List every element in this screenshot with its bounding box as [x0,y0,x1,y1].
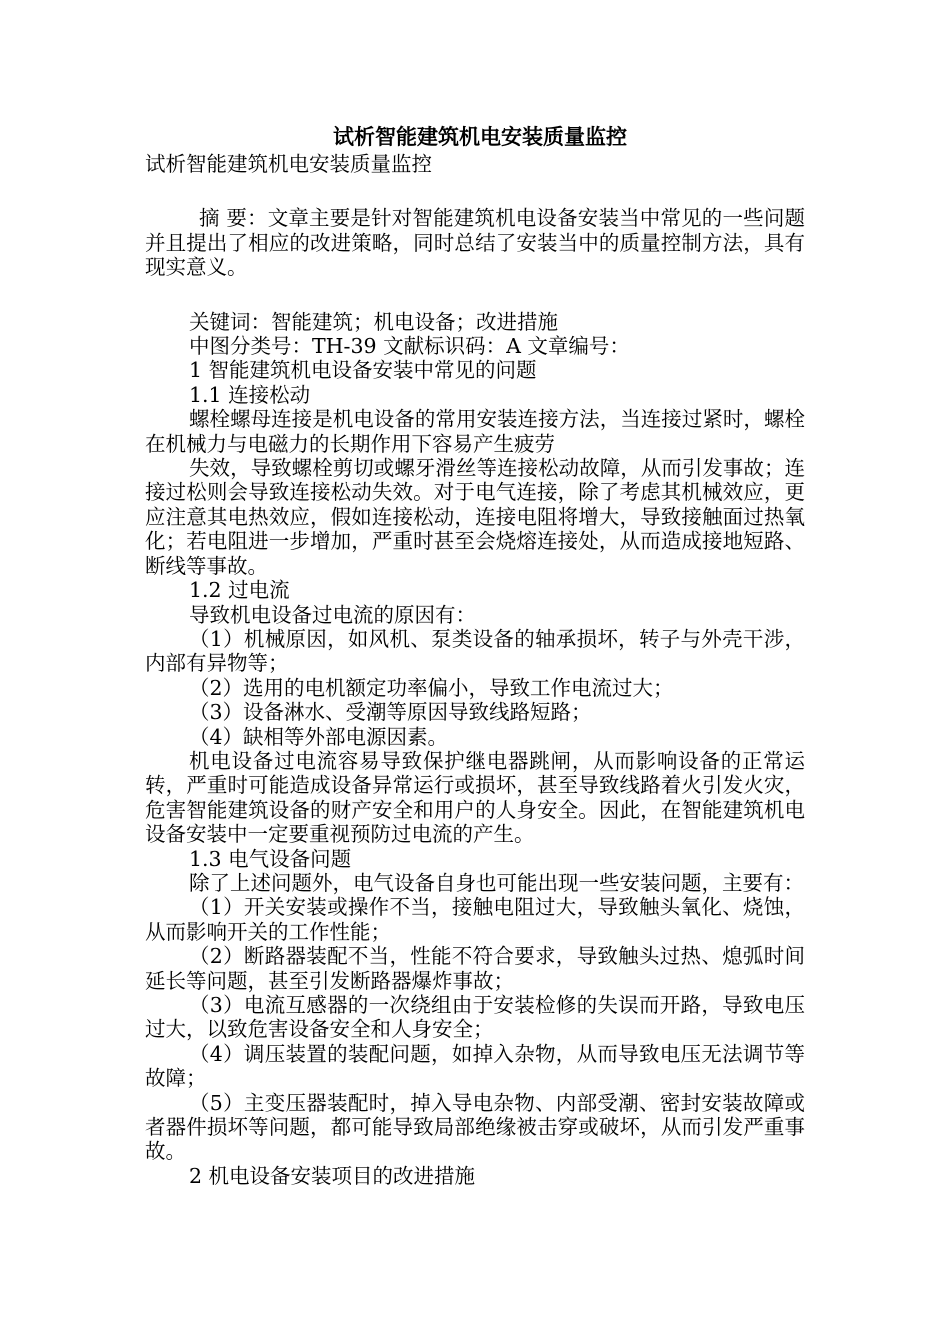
document-page [145,122,805,1188]
keywords-line: 关键词：智能建筑；机电设备；改进措施 [189,309,558,334]
document-title: 试析智能建筑机电安装质量监控 [333,125,627,149]
list-item: （3）设备淋水、受潮等原因导致线路短路； [189,700,592,725]
subsection-heading: 1.2 过电流 [189,578,290,603]
body-paragraph: 失效，导致螺栓剪切或螺牙滑丝等连接松动故障，从而引发事故；连接过松则会导致连接松动失效。对于电气连接，除了考虑其机械效应，更应注意其电热效应，假如连接松动，连接电阻将增大，导致接触面过热氧化；若电阻进一步增加，严重时甚至会烧熔连接处，从而造成接地短路、断线等事故。 [145,456,805,578]
body-paragraph: 导致机电设备过电流的原因有： [189,602,476,627]
spacer [145,280,805,310]
section-heading: 1 智能建筑机电设备安装中常见的问题 [189,358,537,383]
list-item: （4）调压装置的装配问题，如掉入杂物，从而导致电压无法调节等故障； [145,1041,805,1091]
body-paragraph: 除了上述问题外，电气设备自身也可能出现一些安装问题，主要有： [189,870,804,895]
subsection-heading: 1.3 电气设备问题 [189,846,352,871]
section-heading: 2 机电设备安装项目的改进措施 [189,1163,476,1188]
spacer [145,176,805,206]
list-item: （1）开关安装或操作不当，接触电阻过大，导致触头氧化、烧蚀，从而影响开关的工作性能； [145,895,805,944]
list-item: （2）选用的电机额定功率偏小，导致工作电流过大； [189,675,674,700]
subsection-heading: 1.1 连接松动 [189,382,311,407]
abstract-paragraph: 摘 要：文章主要是针对智能建筑机电设备安装当中常见的一些问题并且提出了相应的改进策略，同时总结了安装当中的质量控制方法，具有现实意义。 [145,206,805,280]
list-item: （4）缺相等外部电源因素。 [189,724,449,749]
list-item: （5）主变压器装配时，掉入导电杂物、内部受潮、密封安装故障或者器件损坏等问题，都可能导致局部绝缘被击穿或破坏，从而引发严重事故。 [145,1090,805,1164]
list-item: （1）机械原因，如风机、泵类设备的轴承损坏，转子与外壳干涉，内部有异物等； [145,626,805,676]
body-paragraph: 机电设备过电流容易导致保护继电器跳闸，从而影响设备的正常运转，严重时可能造成设备异常运行或损坏，甚至导致线路着火引发火灾，危害智能建筑设备的财产安全和用户的人身安全。因此，在智能建筑机电设备安装中一定要重视预防过电流的产生。 [145,748,805,847]
body-paragraph: 螺栓螺母连接是机电设备的常用安装连接方法，当连接过紧时，螺栓在机械力与电磁力的长期作用下容易产生疲劳 [145,407,805,456]
classification-line: 中图分类号：TH-39 文献标识码：A 文章编号： [189,334,630,359]
list-item: （3）电流互感器的一次绕组由于安装检修的失误而开路，导致电压过大，以致危害设备安全和人身安全； [145,993,805,1042]
document-subtitle: 试析智能建筑机电安装质量监控 [145,152,432,176]
list-item: （2）断路器装配不当，性能不符合要求，导致触头过热、熄弧时间延长等问题，甚至引发断路器爆炸事故； [145,944,805,993]
